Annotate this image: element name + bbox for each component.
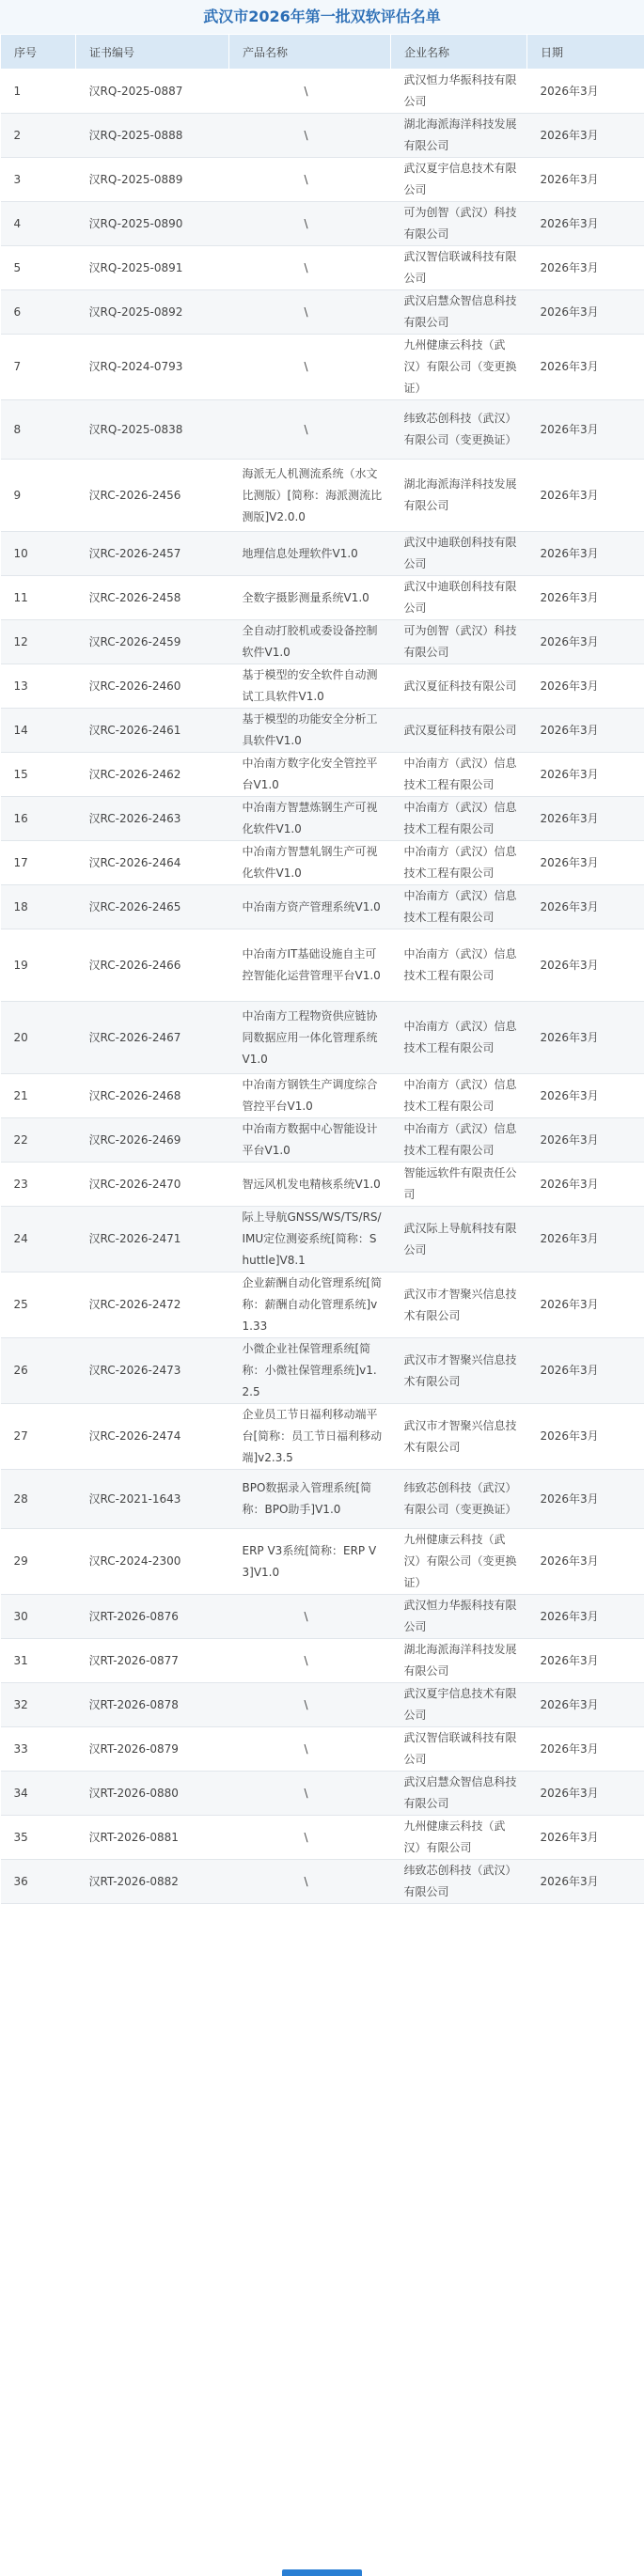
cell-cert: 汉RC-2026-2462: [76, 753, 229, 797]
cell-date: 2026年3月: [527, 1470, 644, 1529]
cell-cert: 汉RC-2026-2468: [76, 1074, 229, 1118]
cell-company: 纬致芯创科技（武汉）有限公司（变更换证）: [391, 1470, 527, 1529]
cell-cert: 汉RQ-2025-0891: [76, 246, 229, 290]
cell-product: \: [229, 1816, 391, 1860]
cell-product: 企业员工节日福利移动端平台[简称：员工节日福利移动端]v2.3.5: [229, 1404, 391, 1470]
cell-no: 10: [1, 532, 76, 576]
cell-cert: 汉RC-2026-2458: [76, 576, 229, 620]
cell-date: 2026年3月: [527, 620, 644, 664]
cell-product: 全自动打胶机或委设备控制软件V1.0: [229, 620, 391, 664]
table-row: [1, 532, 644, 576]
cell-no: 15: [1, 753, 76, 797]
cell-date: 2026年3月: [527, 158, 644, 202]
cell-no: 5: [1, 246, 76, 290]
cell-cert: 汉RQ-2025-0888: [76, 114, 229, 158]
cell-no: 4: [1, 202, 76, 246]
cell-cert: 汉RT-2026-0882: [76, 1860, 229, 1904]
cell-date: 2026年3月: [527, 1074, 644, 1118]
table-row: [1, 1860, 644, 1904]
cell-product: 中冶南方工程物资供应链协同数据应用一体化管理系统V1.0: [229, 1002, 391, 1074]
cell-company: 武汉启慧众智信息科技有限公司: [391, 1772, 527, 1816]
cell-date: 2026年3月: [527, 797, 644, 841]
cell-no: 16: [1, 797, 76, 841]
cell-no: 2: [1, 114, 76, 158]
cell-product: \: [229, 246, 391, 290]
cell-company: 九州健康云科技（武汉）有限公司（变更换证）: [391, 1529, 527, 1595]
cell-product: 中冶南方数据中心智能设计平台V1.0: [229, 1118, 391, 1163]
cell-no: 29: [1, 1529, 76, 1595]
table-row: [1, 1683, 644, 1727]
cell-date: 2026年3月: [527, 576, 644, 620]
table-row: [1, 620, 644, 664]
cell-no: 22: [1, 1118, 76, 1163]
cell-company: 湖北海派海洋科技发展有限公司: [391, 114, 527, 158]
cell-date: 2026年3月: [527, 1002, 644, 1074]
cell-cert: 汉RC-2026-2460: [76, 664, 229, 709]
cell-product: 小微企业社保管理系统[简称：小微社保管理系统]v1.2.5: [229, 1338, 391, 1404]
cell-product: 全数字摄影测量系统V1.0: [229, 576, 391, 620]
table-row: [1, 1272, 644, 1338]
table-row: [1, 1529, 644, 1595]
cell-no: 17: [1, 841, 76, 885]
table-row: [1, 1338, 644, 1404]
cell-company: 武汉市才智聚兴信息技术有限公司: [391, 1338, 527, 1404]
cell-no: 27: [1, 1404, 76, 1470]
cell-company: 武汉夏征科技有限公司: [391, 664, 527, 709]
table-body: [1, 70, 644, 1904]
table-row: [1, 158, 644, 202]
cell-company: 可为创智（武汉）科技有限公司: [391, 620, 527, 664]
table-row: [1, 1639, 644, 1683]
cell-company: 可为创智（武汉）科技有限公司: [391, 202, 527, 246]
cell-product: 中冶南方资产管理系统V1.0: [229, 885, 391, 929]
cell-date: 2026年3月: [527, 664, 644, 709]
cell-date: 2026年3月: [527, 246, 644, 290]
cell-company: 武汉启慧众智信息科技有限公司: [391, 290, 527, 335]
cell-company: 纬致芯创科技（武汉）有限公司: [391, 1860, 527, 1904]
cell-product: \: [229, 290, 391, 335]
cell-company: 中冶南方（武汉）信息技术工程有限公司: [391, 797, 527, 841]
cell-no: 28: [1, 1470, 76, 1529]
cell-company: 湖北海派海洋科技发展有限公司: [391, 460, 527, 532]
cell-cert: 汉RC-2026-2470: [76, 1163, 229, 1207]
cell-company: 湖北海派海洋科技发展有限公司: [391, 1639, 527, 1683]
table-row: [1, 709, 644, 753]
cell-product: \: [229, 70, 391, 114]
table-row: [1, 1163, 644, 1207]
cell-date: 2026年3月: [527, 1727, 644, 1772]
cell-cert: 汉RC-2026-2459: [76, 620, 229, 664]
cell-cert: 汉RQ-2025-0892: [76, 290, 229, 335]
table-header-row: [1, 35, 644, 70]
cell-cert: 汉RC-2026-2456: [76, 460, 229, 532]
table-row: [1, 885, 644, 929]
cell-date: 2026年3月: [527, 1272, 644, 1338]
cell-no: 13: [1, 664, 76, 709]
cell-product: 企业薪酬自动化管理系统[简称：薪酬自动化管理系统]v1.33: [229, 1272, 391, 1338]
cell-date: 2026年3月: [527, 1816, 644, 1860]
cell-no: 11: [1, 576, 76, 620]
cell-no: 19: [1, 929, 76, 1002]
cell-no: 6: [1, 290, 76, 335]
cell-product: 中冶南方智慧轧钢生产可视化软件V1.0: [229, 841, 391, 885]
cell-cert: 汉RQ-2025-0890: [76, 202, 229, 246]
table-row: [1, 335, 644, 400]
cell-cert: 汉RC-2024-2300: [76, 1529, 229, 1595]
cell-no: 18: [1, 885, 76, 929]
cell-no: 36: [1, 1860, 76, 1904]
cell-product: 基于模型的功能安全分析工具软件V1.0: [229, 709, 391, 753]
cell-product: \: [229, 1683, 391, 1727]
header-date: 日期: [527, 35, 644, 70]
cell-product: 际上导航GNSS/WS/TS/RS/IMU定位测姿系统[简称：Shuttle]V8.1: [229, 1207, 391, 1272]
cell-cert: 汉RC-2026-2474: [76, 1404, 229, 1470]
cell-product: \: [229, 400, 391, 460]
cell-date: 2026年3月: [527, 1772, 644, 1816]
cell-company: 九州健康云科技（武汉）有限公司（变更换证）: [391, 335, 527, 400]
cell-no: 7: [1, 335, 76, 400]
table-row: [1, 70, 644, 114]
cell-no: 1: [1, 70, 76, 114]
table-row: [1, 460, 644, 532]
cell-company: 中冶南方（武汉）信息技术工程有限公司: [391, 841, 527, 885]
cell-date: 2026年3月: [527, 290, 644, 335]
cell-cert: 汉RT-2026-0877: [76, 1639, 229, 1683]
cell-no: 33: [1, 1727, 76, 1772]
cell-company: 武汉夏宇信息技术有限公司: [391, 158, 527, 202]
cell-cert: 汉RT-2026-0878: [76, 1683, 229, 1727]
cell-date: 2026年3月: [527, 400, 644, 460]
cell-company: 武汉夏宇信息技术有限公司: [391, 1683, 527, 1727]
table-row: [1, 114, 644, 158]
cell-product: 智远风机发电精核系统V1.0: [229, 1163, 391, 1207]
cell-product: \: [229, 335, 391, 400]
table-row: [1, 400, 644, 460]
table-row: [1, 1207, 644, 1272]
table-row: [1, 841, 644, 885]
cell-product: 中冶南方钢铁生产调度综合管控平台V1.0: [229, 1074, 391, 1118]
cell-date: 2026年3月: [527, 1595, 644, 1639]
cell-cert: 汉RT-2026-0881: [76, 1816, 229, 1860]
cell-company: 九州健康云科技（武汉）有限公司: [391, 1816, 527, 1860]
cell-date: 2026年3月: [527, 335, 644, 400]
cell-cert: 汉RC-2026-2457: [76, 532, 229, 576]
cell-cert: 汉RQ-2025-0887: [76, 70, 229, 114]
cell-date: 2026年3月: [527, 1529, 644, 1595]
cell-product: \: [229, 1639, 391, 1683]
table-row: [1, 1727, 644, 1772]
table-row: [1, 1595, 644, 1639]
page-title: 武汉市2026年第一批双软评估名单: [0, 0, 644, 34]
cell-product: \: [229, 114, 391, 158]
cell-no: 14: [1, 709, 76, 753]
cell-date: 2026年3月: [527, 1118, 644, 1163]
header-product: 产品名称: [229, 35, 391, 70]
cell-product: ERP V3系统[简称：ERP V3]V1.0: [229, 1529, 391, 1595]
cell-company: 中冶南方（武汉）信息技术工程有限公司: [391, 929, 527, 1002]
cell-cert: 汉RC-2026-2469: [76, 1118, 229, 1163]
cell-cert: 汉RC-2026-2461: [76, 709, 229, 753]
cell-cert: 汉RC-2026-2465: [76, 885, 229, 929]
cell-no: 25: [1, 1272, 76, 1338]
cell-no: 12: [1, 620, 76, 664]
table-row: [1, 1118, 644, 1163]
cell-no: 31: [1, 1639, 76, 1683]
table-row: [1, 1772, 644, 1816]
cell-cert: 汉RC-2026-2467: [76, 1002, 229, 1074]
table-row: [1, 1470, 644, 1529]
cell-no: 21: [1, 1074, 76, 1118]
cell-company: 智能远软件有限责任公司: [391, 1163, 527, 1207]
table-row: [1, 797, 644, 841]
cell-no: 9: [1, 460, 76, 532]
cell-cert: 汉RQ-2025-0838: [76, 400, 229, 460]
cell-no: 3: [1, 158, 76, 202]
cell-cert: 汉RC-2021-1643: [76, 1470, 229, 1529]
cell-date: 2026年3月: [527, 1338, 644, 1404]
header-no: 序号: [1, 35, 76, 70]
cell-company: 武汉中迪联创科技有限公司: [391, 532, 527, 576]
cell-date: 2026年3月: [527, 114, 644, 158]
cell-company: 武汉智信联诚科技有限公司: [391, 1727, 527, 1772]
table-row: [1, 1002, 644, 1074]
cell-date: 2026年3月: [527, 1860, 644, 1904]
table-row: [1, 202, 644, 246]
cell-date: 2026年3月: [527, 202, 644, 246]
cell-no: 8: [1, 400, 76, 460]
cell-date: 2026年3月: [527, 532, 644, 576]
cell-cert: 汉RQ-2024-0793: [76, 335, 229, 400]
scroll-handle[interactable]: [282, 2569, 362, 2576]
cell-product: \: [229, 1595, 391, 1639]
cell-cert: 汉RC-2026-2472: [76, 1272, 229, 1338]
cell-company: 纬致芯创科技（武汉）有限公司（变更换证）: [391, 400, 527, 460]
header-cert: 证书编号: [76, 35, 229, 70]
cell-date: 2026年3月: [527, 460, 644, 532]
cell-no: 30: [1, 1595, 76, 1639]
table-row: [1, 664, 644, 709]
table-row: [1, 290, 644, 335]
cell-no: 26: [1, 1338, 76, 1404]
cell-cert: 汉RT-2026-0876: [76, 1595, 229, 1639]
cell-company: 中冶南方（武汉）信息技术工程有限公司: [391, 753, 527, 797]
cell-cert: 汉RC-2026-2464: [76, 841, 229, 885]
cell-no: 34: [1, 1772, 76, 1816]
cell-company: 武汉恒力华振科技有限公司: [391, 1595, 527, 1639]
cell-date: 2026年3月: [527, 1404, 644, 1470]
cell-cert: 汉RC-2026-2466: [76, 929, 229, 1002]
cell-product: \: [229, 1727, 391, 1772]
cell-no: 20: [1, 1002, 76, 1074]
cell-no: 35: [1, 1816, 76, 1860]
cell-product: \: [229, 202, 391, 246]
cell-date: 2026年3月: [527, 885, 644, 929]
cell-company: 中冶南方（武汉）信息技术工程有限公司: [391, 885, 527, 929]
cell-date: 2026年3月: [527, 1639, 644, 1683]
table-row: [1, 1816, 644, 1860]
cell-product: 中冶南方智慧炼钢生产可视化软件V1.0: [229, 797, 391, 841]
cell-product: BPO数据录入管理系统[简称：BPO助手]V1.0: [229, 1470, 391, 1529]
cell-product: 海派无人机测流系统（水文比测版）[简称：海派测流比测版]V2.0.0: [229, 460, 391, 532]
cell-cert: 汉RC-2026-2463: [76, 797, 229, 841]
cell-company: 中冶南方（武汉）信息技术工程有限公司: [391, 1118, 527, 1163]
cell-date: 2026年3月: [527, 929, 644, 1002]
table-row: [1, 1074, 644, 1118]
cell-company: 武汉市才智聚兴信息技术有限公司: [391, 1272, 527, 1338]
cell-company: 武汉市才智聚兴信息技术有限公司: [391, 1404, 527, 1470]
cell-date: 2026年3月: [527, 70, 644, 114]
cell-company: 武汉夏征科技有限公司: [391, 709, 527, 753]
cell-date: 2026年3月: [527, 1683, 644, 1727]
cell-no: 32: [1, 1683, 76, 1727]
cell-company: 中冶南方（武汉）信息技术工程有限公司: [391, 1074, 527, 1118]
header-company: 企业名称: [391, 35, 527, 70]
cell-date: 2026年3月: [527, 709, 644, 753]
cell-no: 23: [1, 1163, 76, 1207]
cell-date: 2026年3月: [527, 1207, 644, 1272]
table-row: [1, 576, 644, 620]
cell-date: 2026年3月: [527, 841, 644, 885]
table-row: [1, 929, 644, 1002]
cell-company: 武汉中迪联创科技有限公司: [391, 576, 527, 620]
cell-date: 2026年3月: [527, 1163, 644, 1207]
cell-cert: 汉RT-2026-0880: [76, 1772, 229, 1816]
cell-cert: 汉RC-2026-2471: [76, 1207, 229, 1272]
cell-product: 地理信息处理软件V1.0: [229, 532, 391, 576]
evaluation-table: [0, 34, 644, 1904]
cell-company: 中冶南方（武汉）信息技术工程有限公司: [391, 1002, 527, 1074]
cell-product: \: [229, 1860, 391, 1904]
cell-cert: 汉RT-2026-0879: [76, 1727, 229, 1772]
cell-product: \: [229, 158, 391, 202]
table-row: [1, 246, 644, 290]
cell-company: 武汉智信联诚科技有限公司: [391, 246, 527, 290]
cell-date: 2026年3月: [527, 753, 644, 797]
cell-product: \: [229, 1772, 391, 1816]
cell-product: 基于模型的安全软件自动测试工具软件V1.0: [229, 664, 391, 709]
table-row: [1, 753, 644, 797]
cell-cert: 汉RC-2026-2473: [76, 1338, 229, 1404]
cell-product: 中冶南方数字化安全管控平台V1.0: [229, 753, 391, 797]
cell-no: 24: [1, 1207, 76, 1272]
table-row: [1, 1404, 644, 1470]
cell-cert: 汉RQ-2025-0889: [76, 158, 229, 202]
cell-company: 武汉际上导航科技有限公司: [391, 1207, 527, 1272]
cell-company: 武汉恒力华振科技有限公司: [391, 70, 527, 114]
cell-product: 中冶南方IT基础设施自主可控智能化运营管理平台V1.0: [229, 929, 391, 1002]
